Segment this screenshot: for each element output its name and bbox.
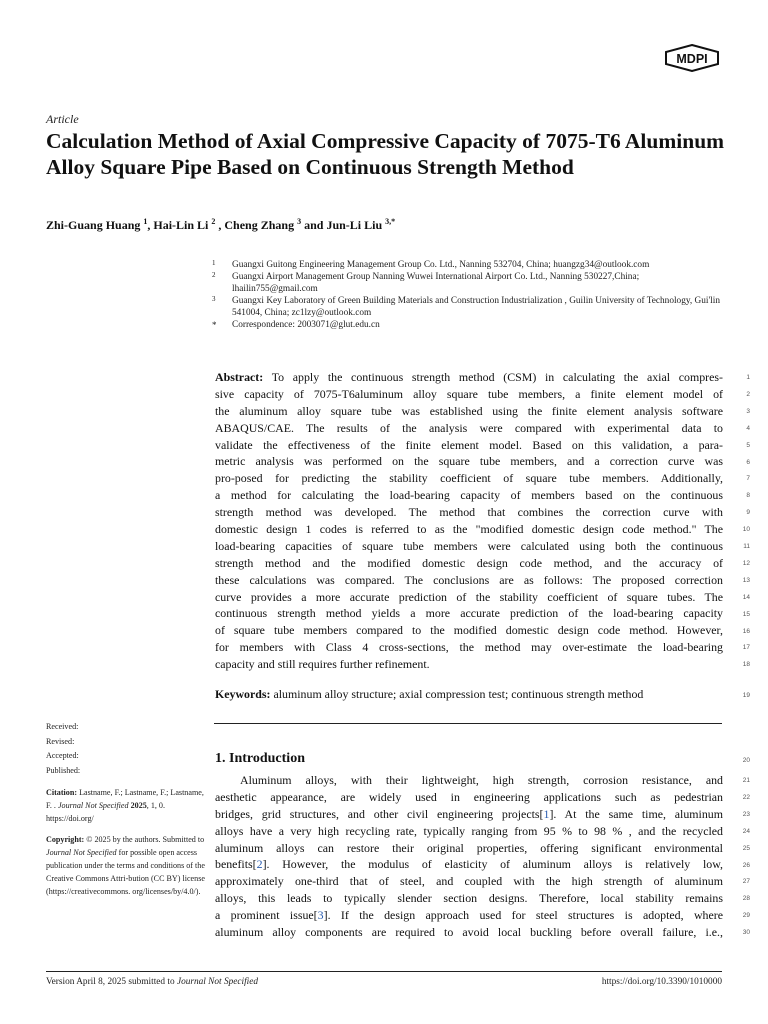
line-number: 29 bbox=[742, 912, 750, 920]
mdpi-logo bbox=[664, 44, 720, 72]
affiliation-item bbox=[212, 319, 724, 331]
citation-label: Citation: bbox=[46, 788, 78, 797]
line-number: 6 bbox=[746, 458, 750, 466]
line-number: 28 bbox=[742, 895, 750, 903]
citation-ref-link: 3 bbox=[317, 908, 324, 923]
abstract-text: strength method and the modified domestic design code method, and the accuracy of bbox=[215, 555, 723, 570]
affiliation-text: Guangxi Guitong Engineering Management Group Co. Ltd., Nanning 532704, China; huangzg34@outlook.com bbox=[232, 260, 650, 270]
abstract-line bbox=[215, 589, 723, 606]
citation-ref-link: 2 bbox=[256, 857, 263, 872]
abstract-text: validate the effectiveness of the finite element model. Based on this validation, a para- bbox=[215, 437, 723, 452]
abstract-label: Abstract: bbox=[215, 370, 264, 384]
intro-line bbox=[215, 823, 723, 840]
line-number: 12 bbox=[742, 559, 750, 567]
abstract-text: continuous strength method yields a more accurate prediction of the load-bearing capacity bbox=[215, 606, 723, 621]
author-affiliation-mark: 3 bbox=[297, 217, 302, 226]
line-number: 27 bbox=[742, 878, 750, 886]
line-number: 21 bbox=[742, 777, 750, 784]
publication-dates bbox=[46, 720, 206, 778]
footer-version-text: Version April 8, 2025 submitted to bbox=[46, 977, 175, 987]
abstract-text: metric analysis was performed on the square tube members, and a correction curve was bbox=[215, 454, 723, 469]
intro-text: benefits[ bbox=[215, 857, 257, 872]
abstract bbox=[215, 369, 723, 673]
intro-line bbox=[215, 856, 723, 873]
intro-text: ]. If the design approach used for steel structures is adopted, where bbox=[323, 908, 724, 923]
line-number: 2 bbox=[746, 390, 750, 398]
copyright-journal: Journal Not Specified bbox=[46, 848, 117, 857]
abstract-line bbox=[215, 470, 723, 487]
affiliation-item bbox=[212, 295, 724, 319]
abstract-text: load-bearing capacities of square tube members were calculated using both the continuous bbox=[215, 538, 723, 553]
line-number: 16 bbox=[742, 627, 750, 635]
intro-line bbox=[215, 873, 723, 890]
intro-line bbox=[215, 924, 723, 941]
footer-version bbox=[46, 977, 258, 987]
affiliation-item bbox=[212, 259, 724, 271]
section-heading-introduction: 1. Introduction bbox=[215, 751, 305, 766]
abstract-line bbox=[215, 555, 723, 572]
line-number: 10 bbox=[742, 526, 750, 534]
intro-text: aesthetic appearance, are widely used in engineering applications such as pedestrian bbox=[215, 789, 723, 804]
footer-doi: https://doi.org/10.3390/1010000 bbox=[601, 977, 722, 987]
abstract-line bbox=[215, 572, 723, 589]
line-number: 23 bbox=[742, 810, 750, 818]
abstract-text: a method for calculating the load-bearing capacity of members based on the continuous bbox=[215, 488, 723, 503]
abstract-line bbox=[215, 605, 723, 622]
abstract-text: these calculations was compared. The conclusions are as follows: The proposed correction bbox=[215, 572, 723, 587]
introduction-body bbox=[215, 772, 723, 941]
citation-doi: , 1, 0. https://doi.org/ bbox=[46, 801, 165, 823]
line-number: 18 bbox=[742, 661, 750, 669]
author-affiliation-mark: 2 bbox=[211, 217, 216, 226]
line-number: 17 bbox=[742, 644, 750, 652]
intro-line bbox=[215, 907, 723, 924]
abstract-line bbox=[215, 369, 723, 386]
abstract-line bbox=[215, 453, 723, 470]
article-type-label: Article bbox=[46, 112, 79, 126]
line-number: 13 bbox=[742, 576, 750, 584]
abstract-text: strength method was developed. The method that combines the correction curve with bbox=[215, 505, 723, 520]
citation-year: 2025 bbox=[130, 801, 147, 810]
line-number: 7 bbox=[746, 475, 750, 483]
abstract-line bbox=[215, 622, 723, 639]
abstract-line bbox=[215, 656, 723, 673]
date-accepted: Accepted: bbox=[46, 751, 79, 760]
abstract-text: for members with Class 4 cross-sections, the method may over-estimate the load-bearing bbox=[215, 640, 723, 655]
intro-text: aluminum alloy components are required to avoid local buckling before overall failure, i.e., bbox=[215, 925, 723, 940]
abstract-text: of square tube members compared to the modified domestic design code method. However, bbox=[215, 623, 723, 638]
intro-text: alloys have a very high recycling rate, typically ranging from 95 % to 98 % , and the recycled bbox=[215, 823, 723, 838]
keywords bbox=[215, 687, 723, 702]
intro-text: aluminum alloys can restore their original properties, offering significant environmental bbox=[215, 840, 723, 855]
abstract-text: capacity and still requires further refinement. bbox=[215, 657, 430, 672]
affiliations bbox=[212, 259, 724, 331]
date-received: Received: bbox=[46, 722, 79, 731]
intro-text: ]. At the same time, aluminum bbox=[549, 806, 723, 821]
author-affiliation-mark: 3,* bbox=[385, 217, 396, 226]
intro-text: alloys, this leads to typically slender section designs. Therefore, local stability remains bbox=[215, 891, 723, 906]
keywords-label: Keywords: bbox=[215, 687, 271, 701]
footer-divider bbox=[46, 971, 722, 972]
section-divider bbox=[214, 723, 722, 724]
intro-text: Aluminum alloys, with their lightweight, high strength, corrosion resistance, and bbox=[240, 773, 723, 787]
intro-line bbox=[215, 806, 723, 823]
line-number: 25 bbox=[742, 844, 750, 852]
citation-block bbox=[46, 786, 206, 825]
article-info-sidebar bbox=[46, 720, 206, 906]
affiliation-text: Guangxi Key Laboratory of Green Building Materials and Construction Industrialization , Guilin University of Technology, Gui'lin 541004, China; zc1lzy@outlook.com bbox=[232, 296, 720, 318]
abstract-text: sive capacity of 7075-T6aluminum alloy square tube members, a finite element model of bbox=[215, 386, 723, 401]
affiliation-item bbox=[212, 271, 724, 295]
abstract-text: the aluminum alloy square tube was established using the finite element analysis software bbox=[215, 403, 723, 418]
abstract-text: domestic design 1 codes is referred to as the "modified domestic design code method." The bbox=[215, 522, 723, 537]
intro-line bbox=[215, 772, 723, 789]
date-revised: Revised: bbox=[46, 736, 75, 746]
author-name: Zhi-Guang Huang bbox=[46, 218, 141, 232]
intro-text: ]. However, the modulus of elasticity of aluminum alloys is relatively low, bbox=[262, 857, 723, 872]
abstract-text: pro-posed for predicting the stability coefficient of square tube members. Additionally, bbox=[215, 471, 723, 486]
line-number: 22 bbox=[742, 793, 750, 801]
intro-text: bridges, grid structures, and other civil engineering projects[ bbox=[215, 806, 544, 821]
abstract-line bbox=[215, 386, 723, 403]
abstract-line bbox=[215, 521, 723, 538]
date-published: Published: bbox=[46, 765, 81, 775]
abstract-line bbox=[215, 504, 723, 521]
line-number: 20 bbox=[742, 757, 750, 764]
intro-text: approximately one-third that of steel, and coupled with the high strength of aluminum bbox=[215, 874, 723, 889]
abstract-line bbox=[215, 639, 723, 656]
affiliation-mark: 3 bbox=[212, 295, 216, 303]
author-name: Hai-Lin Li bbox=[153, 218, 209, 232]
abstract-line bbox=[215, 538, 723, 555]
copyright-license: for possible open access publication under the terms and conditions of the Creative Commons Attri-bution (CC BY) license (https://creativecommons. org/licenses/by/4.0/). bbox=[46, 848, 205, 896]
abstract-line bbox=[215, 437, 723, 454]
line-number: 30 bbox=[742, 929, 750, 937]
abstract-line bbox=[215, 487, 723, 504]
line-number: 26 bbox=[742, 861, 750, 869]
line-number: 9 bbox=[746, 509, 750, 517]
affiliation-mark: * bbox=[212, 320, 217, 330]
copyright-text: © 2025 by the authors. Submitted to bbox=[86, 835, 205, 844]
line-number: 1 bbox=[746, 374, 750, 381]
citation-ref-link: 1 bbox=[543, 806, 550, 821]
keywords-text: aluminum alloy structure; axial compression test; continuous strength method bbox=[273, 687, 644, 701]
line-number: 15 bbox=[742, 610, 750, 618]
line-number: 8 bbox=[746, 492, 750, 500]
author-name: Jun-Li Liu bbox=[326, 218, 383, 232]
line-number: 11 bbox=[743, 543, 750, 550]
line-number: 14 bbox=[742, 593, 750, 601]
line-number: 24 bbox=[742, 827, 750, 835]
paper-title: Calculation Method of Axial Compressive Capacity of 7075-T6 Aluminum Alloy Square Pipe Based on Continuous Strength Method bbox=[46, 129, 725, 179]
intro-text: a prominent issue[ bbox=[215, 908, 318, 923]
copyright-block bbox=[46, 833, 206, 898]
line-number: 5 bbox=[746, 441, 750, 449]
mdpi-logo-text: MDPI bbox=[676, 52, 708, 66]
copyright-label: Copyright: bbox=[46, 835, 85, 844]
intro-line bbox=[215, 890, 723, 907]
line-number: 4 bbox=[746, 424, 750, 432]
author-list: Zhi-Guang Huang $^1$, Hai-Lin Li $^2$ , Cheng Zhang $^3$ and Jun-Li Liu $^{3,*}$ bbox=[46, 217, 396, 232]
affiliation-mark: 1 bbox=[212, 259, 216, 267]
footer-journal: Journal Not Specified bbox=[176, 977, 259, 987]
author-affiliation-mark: 1 bbox=[143, 217, 148, 226]
intro-line bbox=[215, 789, 723, 806]
abstract-line bbox=[215, 403, 723, 420]
abstract-text: ABAQUS/CAE. The results of the analysis were compared with experimental data to bbox=[215, 420, 723, 435]
author-name: Cheng Zhang bbox=[224, 218, 295, 232]
citation-text: Lastname, F.; Lastname, F.; Lastname, F. . bbox=[46, 788, 204, 810]
affiliation-mark: 2 bbox=[212, 271, 216, 279]
affiliation-text: Correspondence: 2003071@glut.edu.cn bbox=[232, 320, 380, 330]
affiliation-text: Guangxi Airport Management Group Nanning Wuwei International Airport Co. Ltd., Nanning 530227,China; lhailin755@gmail.com bbox=[232, 272, 640, 294]
abstract-line bbox=[215, 420, 723, 437]
line-number: 19 bbox=[742, 692, 750, 699]
citation-journal: Journal Not Specified bbox=[57, 801, 129, 810]
abstract-text: To apply the continuous strength method (CSM) in calculating the axial compres- bbox=[271, 370, 723, 384]
line-number: 3 bbox=[746, 407, 750, 415]
abstract-text: curve provides a more accurate prediction of the stability coefficient of square tubes. The bbox=[215, 589, 723, 604]
intro-line bbox=[215, 840, 723, 857]
